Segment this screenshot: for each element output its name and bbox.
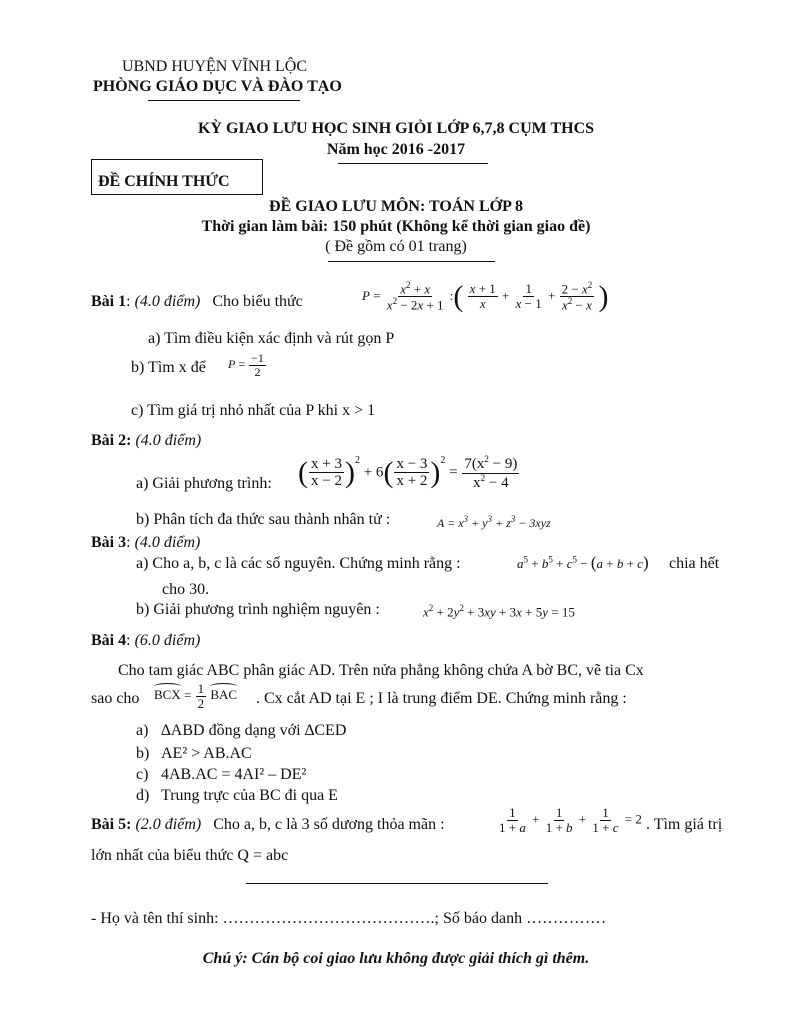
q4-part-b-label: b): [136, 745, 150, 762]
q4-angle-condition: BCX = $\frac{1}{2}$ BAC: [154, 681, 238, 711]
q4-part-a: ∆ABD đồng dạng với ∆CED: [161, 722, 347, 739]
q4-part-b: AE² > AB.AC: [161, 745, 252, 762]
q3-part-a: a) Cho a, b, c là các số nguyên. Chứng minh rằng :: [136, 555, 461, 572]
q5-condition: $\frac{1}{1 + a}$ + $\frac{1}{1 + b}$ + $\frac{1}{1 + c}$ = 2: [499, 805, 642, 835]
q4-line-2-end: . Cx cắt AD tại E ; I là trung điểm DE. Chứng minh rằng :: [256, 690, 627, 707]
q4-line-1: Cho tam giác ABC phân giác AD. Trên nửa phẳng không chứa A bờ BC, vẽ tia Cx: [118, 662, 644, 679]
q1-header: Bài 1: (4.0 điểm) Cho biểu thức: [91, 293, 303, 310]
end-divider: [246, 883, 548, 884]
page-count: ( Đề gồm có 01 trang): [325, 238, 467, 255]
q4-part-c-label: c): [136, 766, 149, 783]
q4-line-2-start: sao cho: [91, 690, 140, 707]
q1-part-c: c) Tìm giá trị nhỏ nhất của P khi x > 1: [131, 402, 376, 419]
q3-b-equation: $x^2 + 2y^2 + 3xy + 3x + 5y = 15$: [423, 603, 575, 620]
q5-header: Bài 5: (2.0 điểm) Cho a, b, c là 3 số dương thỏa mãn :: [91, 816, 445, 833]
department-name: PHÒNG GIÁO DỤC VÀ ĐÀO TẠO: [93, 78, 342, 95]
q5-line-2: lớn nhất của biểu thức Q = abc: [91, 847, 289, 864]
subject-title: ĐỀ GIAO LƯU MÔN: TOÁN LỚP 8: [269, 198, 523, 215]
q1-expression-p: P = $\frac{x^2 + x}{x^2 - 2x + 1}$ :( $\frac{x + 1}{x}$ + $\frac{1}{x - 1}$ + $\frac{2 - x^2}{x^2 - x}$ ): [362, 279, 609, 313]
q4-part-a-label: a): [136, 722, 149, 739]
duration: Thời gian làm bài: 150 phút (Không kể thời gian giao đề): [201, 218, 591, 235]
department-underline: [148, 100, 300, 101]
school-year-underline: [338, 163, 488, 164]
school-year: Năm học 2016 -2017: [326, 141, 466, 158]
q2-part-a: a) Giải phương trình:: [136, 475, 272, 492]
q2-equation: ( $\frac{x + 3}{x - 2}$ )$^2$ + 6( $\frac{x - 3}{x + 2}$ )$^2$ = $\frac{7(x^2 - 9)}{x^2 - 4}$: [298, 454, 518, 491]
q1-part-a: a) Tìm điều kiện xác định và rút gọn P: [148, 330, 395, 347]
q2-part-b: b) Phân tích đa thức sau thành nhân tử :: [136, 511, 391, 528]
official-box: [91, 159, 263, 195]
q3-a-tail: chia hết: [669, 555, 720, 572]
q3-part-b: b) Giải phương trình nghiệm nguyên :: [136, 601, 380, 618]
q3-a-expression: $a^5 + b^5 + c^5 - (a + b + c)$: [517, 553, 649, 572]
page-count-underline: [328, 261, 495, 262]
q2-header: Bài 2: (4.0 điểm): [91, 432, 202, 449]
q1-part-b: b) Tìm x để: [131, 359, 206, 376]
q4-part-d: Trung trực của BC đi qua E: [161, 787, 338, 804]
q2-b-expression: $A = x^3 + y^3 + z^3 - 3xyz$: [437, 514, 551, 530]
q4-part-d-label: d): [136, 787, 150, 804]
q1-b-condition: P = $\frac{-1}{2}$: [228, 351, 264, 379]
q3-header: Bài 3: (4.0 điểm): [91, 534, 201, 551]
district-name: UBND HUYỆN VĨNH LỘC: [122, 58, 308, 75]
q4-part-c: 4AB.AC = 4AI² – DE²: [161, 766, 307, 783]
candidate-info-line: - Họ và tên thí sinh: ………………………………….; Số báo danh ……………: [91, 910, 607, 927]
event-title: KỲ GIAO LƯU HỌC SINH GIỎI LỚP 6,7,8 CỤM THCS: [197, 120, 595, 137]
q3-a-continued: cho 30.: [162, 581, 210, 598]
proctor-note: Chú ý: Cán bộ coi giao lưu không được giải thích gì thêm.: [202, 950, 590, 967]
q4-header: Bài 4: (6.0 điểm): [91, 632, 201, 649]
official-label: ĐỀ CHÍNH THỨC: [98, 173, 230, 190]
q5-tail: . Tìm giá trị: [646, 816, 723, 833]
